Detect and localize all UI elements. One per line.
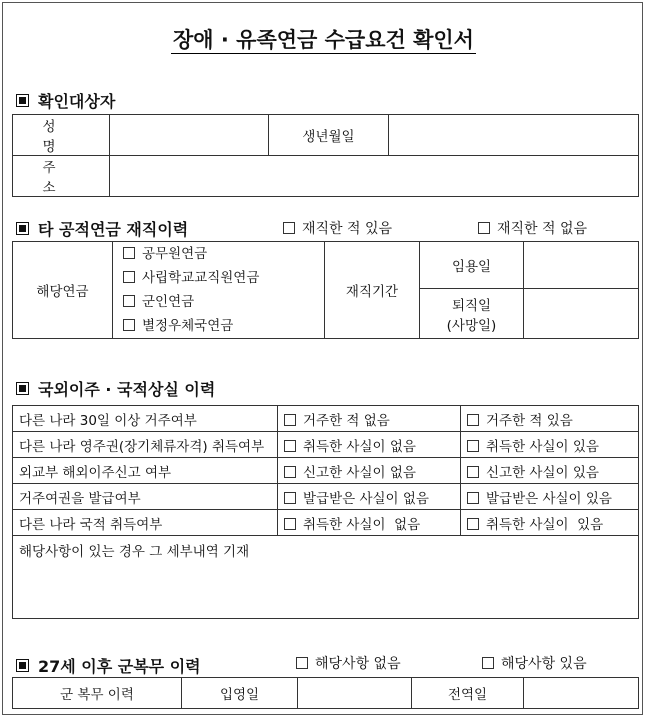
answer-no-option[interactable]: 신고한 사실이 없음 (278, 458, 461, 484)
checkbox-icon[interactable] (467, 492, 479, 504)
checkbox-icon[interactable] (467, 414, 479, 426)
checkbox-icon[interactable] (482, 657, 494, 669)
pension-yes-option[interactable]: 재직한 적 있음 (283, 218, 392, 238)
square-bullet-icon (16, 94, 29, 107)
answer-no-option[interactable]: 발급받은 사실이 없음 (278, 484, 461, 510)
section-heading-emigration: 국외이주 · 국적상실 이력 (16, 377, 215, 400)
square-bullet-icon (16, 222, 29, 235)
pension-table (12, 241, 639, 339)
document-title: 장애 · 유족연금 수급요건 확인서 (173, 28, 474, 52)
answer-yes-option[interactable]: 취득한 사실이 있음 (461, 510, 639, 536)
checkbox-icon[interactable] (478, 222, 490, 234)
checkbox-icon[interactable] (467, 466, 479, 478)
checkbox-icon[interactable] (123, 295, 135, 307)
period-label: 재직기간 (325, 242, 420, 339)
section-heading-target: 확인대상자 (16, 89, 115, 112)
retire-sub-text: (사망일) (446, 317, 497, 334)
address-label: 주 소 (13, 156, 110, 197)
answer-yes-option[interactable]: 발급받은 사실이 있음 (461, 484, 639, 510)
enlist-field[interactable] (298, 678, 412, 709)
question-cell: 다른 나라 30일 이상 거주여부 (13, 406, 278, 432)
retire-field[interactable] (524, 289, 639, 339)
name-field[interactable] (110, 115, 269, 156)
section-heading-pension: 타 공적연금 재직이력 (16, 217, 188, 240)
answer-no-option[interactable]: 거주한 적 없음 (278, 406, 461, 432)
checkbox-icon[interactable] (284, 466, 296, 478)
question-cell: 다른 나라 영주권(장기체류자격) 취득여부 (13, 432, 278, 458)
checkbox-icon[interactable] (467, 440, 479, 452)
birth-field[interactable] (389, 115, 639, 156)
target-person-table (12, 114, 639, 197)
retire-label (420, 289, 524, 339)
pension-label: 해당연금 (13, 242, 113, 339)
hire-field[interactable] (524, 242, 639, 289)
detail-field[interactable] (13, 536, 639, 619)
birth-label: 생년월일 (269, 115, 389, 156)
enlist-label: 입영일 (182, 678, 298, 709)
retire-label-text: 퇴직일 (451, 297, 492, 314)
pension-option[interactable]: 사립학교교직원연금 (123, 266, 318, 290)
answer-yes-option[interactable]: 거주한 적 있음 (461, 406, 639, 432)
checkbox-icon[interactable] (123, 247, 135, 259)
discharge-field[interactable] (524, 678, 639, 709)
discharge-label: 전역일 (412, 678, 524, 709)
checkbox-icon[interactable] (284, 492, 296, 504)
address-field[interactable] (110, 156, 639, 197)
name-label: 성 명 (13, 115, 110, 156)
military-no-option[interactable]: 해당사항 없음 (296, 653, 401, 673)
section-heading-military: 27세 이후 군복무 이력 (16, 654, 201, 677)
checkbox-icon[interactable] (283, 222, 295, 234)
pension-option[interactable]: 군인연금 (123, 290, 318, 314)
emigration-table (12, 405, 639, 619)
question-cell: 거주여권을 발급여부 (13, 484, 278, 510)
checkbox-icon[interactable] (284, 414, 296, 426)
military-yes-option[interactable]: 해당사항 있음 (482, 653, 587, 673)
checkbox-icon[interactable] (284, 518, 296, 530)
checkbox-icon[interactable] (123, 319, 135, 331)
checkbox-icon[interactable] (296, 657, 308, 669)
question-cell: 외교부 해외이주신고 여부 (13, 458, 278, 484)
checkbox-icon[interactable] (123, 271, 135, 283)
pension-option[interactable]: 공무원연금 (123, 242, 318, 266)
pension-no-option[interactable]: 재직한 적 없음 (478, 218, 587, 238)
answer-no-option[interactable]: 취득한 사실이 없음 (278, 432, 461, 458)
service-label: 군 복무 이력 (13, 678, 182, 709)
pension-list (113, 242, 325, 339)
hire-label: 임용일 (420, 242, 524, 289)
checkbox-icon[interactable] (284, 440, 296, 452)
pension-option[interactable]: 별정우체국연금 (123, 314, 318, 338)
question-cell: 다른 나라 국적 취득여부 (13, 510, 278, 536)
answer-yes-option[interactable]: 신고한 사실이 있음 (461, 458, 639, 484)
answer-no-option[interactable]: 취득한 사실이 없음 (278, 510, 461, 536)
answer-yes-option[interactable]: 취득한 사실이 있음 (461, 432, 639, 458)
detail-label: 해당사항이 있는 경우 그 세부내역 기재 (19, 544, 250, 560)
checkbox-icon[interactable] (467, 518, 479, 530)
square-bullet-icon (16, 382, 29, 395)
military-table (12, 677, 639, 709)
square-bullet-icon (16, 659, 29, 672)
